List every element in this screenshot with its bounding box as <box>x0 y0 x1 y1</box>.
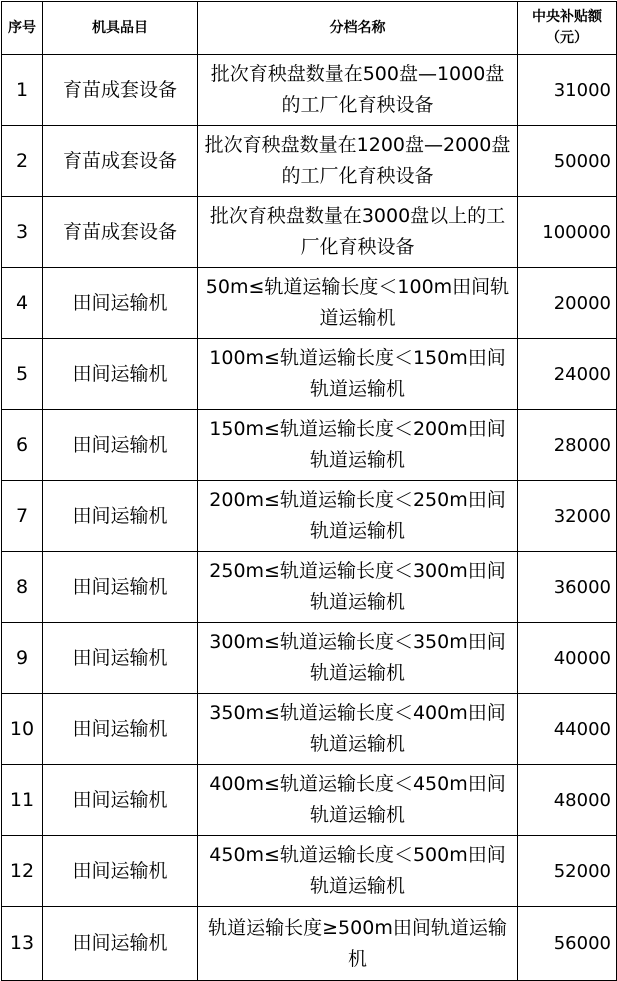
header-name: 分档名称 <box>198 2 518 55</box>
cell-seq: 4 <box>2 268 43 339</box>
cell-amount: 44000 <box>518 694 617 765</box>
table-row <box>2 765 617 836</box>
header-amount: 中央补贴额（元） <box>518 2 617 55</box>
cell-name: 200m≤轨道运输长度＜250m田间轨道运输机 <box>198 481 518 552</box>
cell-category: 田间运输机 <box>43 694 198 765</box>
cell-seq: 11 <box>2 765 43 836</box>
header-category: 机具品目 <box>43 2 198 55</box>
table-row <box>2 55 617 126</box>
cell-name: 批次育秧盘数量在1200盘—2000盘的工厂化育秧设备 <box>198 126 518 197</box>
cell-amount: 52000 <box>518 836 617 907</box>
subsidy-table <box>1 1 617 981</box>
cell-category: 田间运输机 <box>43 481 198 552</box>
cell-amount: 56000 <box>518 907 617 981</box>
cell-seq: 3 <box>2 197 43 268</box>
cell-amount: 31000 <box>518 55 617 126</box>
cell-category: 田间运输机 <box>43 339 198 410</box>
cell-name: 450m≤轨道运输长度＜500m田间轨道运输机 <box>198 836 518 907</box>
header-row <box>2 2 617 55</box>
cell-name: 300m≤轨道运输长度＜350m田间轨道运输机 <box>198 623 518 694</box>
cell-category: 育苗成套设备 <box>43 55 198 126</box>
cell-name: 150m≤轨道运输长度＜200m田间轨道运输机 <box>198 410 518 481</box>
cell-seq: 10 <box>2 694 43 765</box>
cell-amount: 32000 <box>518 481 617 552</box>
cell-category: 田间运输机 <box>43 268 198 339</box>
cell-name: 250m≤轨道运输长度＜300m田间轨道运输机 <box>198 552 518 623</box>
table-row <box>2 481 617 552</box>
table-row <box>2 410 617 481</box>
cell-seq: 5 <box>2 339 43 410</box>
cell-name: 350m≤轨道运输长度＜400m田间轨道运输机 <box>198 694 518 765</box>
table-row <box>2 197 617 268</box>
cell-amount: 28000 <box>518 410 617 481</box>
header-seq: 序号 <box>2 2 43 55</box>
cell-name: 100m≤轨道运输长度＜150m田间轨道运输机 <box>198 339 518 410</box>
cell-seq: 8 <box>2 552 43 623</box>
cell-amount: 100000 <box>518 197 617 268</box>
table-row <box>2 907 617 981</box>
cell-category: 田间运输机 <box>43 623 198 694</box>
cell-amount: 24000 <box>518 339 617 410</box>
cell-category: 育苗成套设备 <box>43 197 198 268</box>
cell-seq: 12 <box>2 836 43 907</box>
cell-category: 田间运输机 <box>43 907 198 981</box>
cell-name: 轨道运输长度≥500m田间轨道运输机 <box>198 907 518 981</box>
cell-seq: 9 <box>2 623 43 694</box>
table-row <box>2 836 617 907</box>
table-row <box>2 694 617 765</box>
cell-name: 50m≤轨道运输长度＜100m田间轨道运输机 <box>198 268 518 339</box>
cell-category: 育苗成套设备 <box>43 126 198 197</box>
cell-seq: 6 <box>2 410 43 481</box>
cell-name: 批次育秧盘数量在3000盘以上的工厂化育秧设备 <box>198 197 518 268</box>
cell-seq: 2 <box>2 126 43 197</box>
cell-category: 田间运输机 <box>43 765 198 836</box>
cell-category: 田间运输机 <box>43 836 198 907</box>
cell-name: 批次育秧盘数量在500盘—1000盘的工厂化育秧设备 <box>198 55 518 126</box>
table-row <box>2 552 617 623</box>
cell-amount: 50000 <box>518 126 617 197</box>
cell-amount: 20000 <box>518 268 617 339</box>
cell-seq: 13 <box>2 907 43 981</box>
cell-seq: 1 <box>2 55 43 126</box>
cell-amount: 40000 <box>518 623 617 694</box>
table-row <box>2 126 617 197</box>
cell-category: 田间运输机 <box>43 410 198 481</box>
cell-seq: 7 <box>2 481 43 552</box>
cell-name: 400m≤轨道运输长度＜450m田间轨道运输机 <box>198 765 518 836</box>
table-row <box>2 268 617 339</box>
cell-amount: 36000 <box>518 552 617 623</box>
table-row <box>2 339 617 410</box>
cell-category: 田间运输机 <box>43 552 198 623</box>
cell-amount: 48000 <box>518 765 617 836</box>
table-row <box>2 623 617 694</box>
